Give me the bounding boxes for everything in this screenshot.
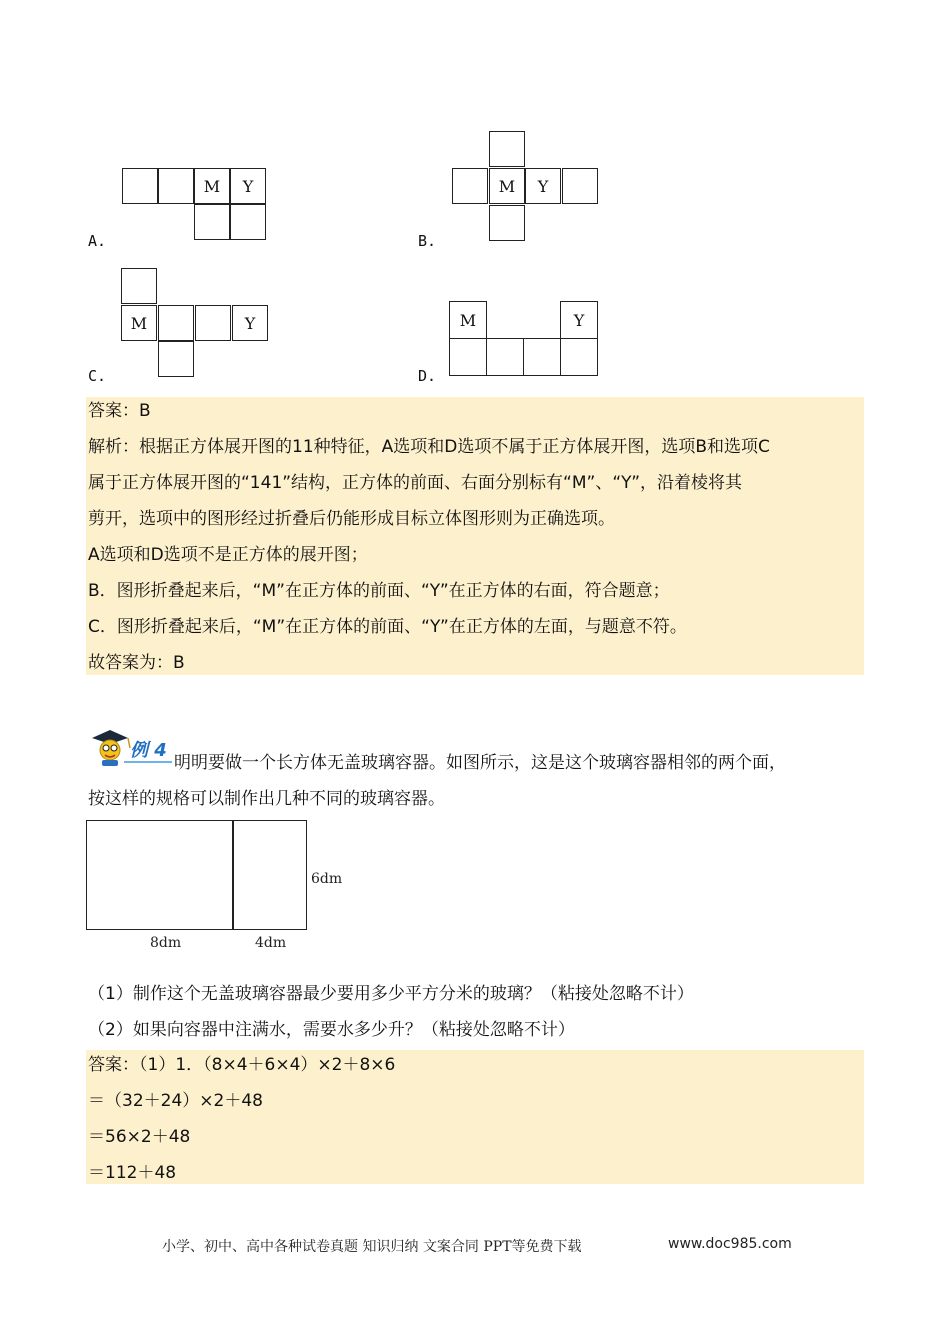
net-cell xyxy=(158,305,194,341)
face-front xyxy=(86,820,234,930)
example-question: 按这样的规格可以制作出几种不同的玻璃容器。 xyxy=(88,789,445,809)
option-d-label: D. xyxy=(418,367,437,385)
height-label: 6dm xyxy=(311,871,343,887)
footer-text: 小学、初中、高中各种试卷真题 知识归纳 文案合同 PPT等免费下载 xyxy=(162,1239,582,1255)
analysis-line: C．图形折叠起来后，“M”在正方体的前面、“Y”在正方体的左面，与题意不符。 xyxy=(88,617,687,637)
conclusion-line: 故答案为：B xyxy=(88,653,185,673)
net-cell xyxy=(489,205,525,241)
example-label: 例 4 xyxy=(130,740,167,761)
net-cell xyxy=(486,338,524,376)
analysis-line: 属于正方体展开图的“141”结构，正方体的前面、右面分别标有“M”、“Y”，沿着棱将其 xyxy=(88,473,743,493)
net-cell xyxy=(449,338,487,376)
option-c-label: C. xyxy=(88,367,107,385)
face-side xyxy=(232,820,307,930)
net-cell-y: Y xyxy=(560,301,598,339)
net-cell xyxy=(158,341,194,377)
net-cell xyxy=(560,338,598,376)
width-label: 4dm xyxy=(255,935,287,951)
net-cell-y: Y xyxy=(525,168,561,204)
analysis-line: B．图形折叠起来后，“M”在正方体的前面、“Y”在正方体的右面，符合题意； xyxy=(88,581,670,601)
net-cell xyxy=(230,204,266,240)
net-cell-m: M xyxy=(194,168,230,204)
example-badge xyxy=(88,726,174,768)
option-a-label: A. xyxy=(88,232,107,250)
footer-url[interactable]: www.doc985.com xyxy=(668,1236,792,1252)
net-cell xyxy=(195,305,231,341)
net-cell xyxy=(122,168,158,204)
net-cell-m: M xyxy=(449,301,487,339)
calculation-line: ＝112＋48 xyxy=(88,1163,177,1183)
net-cell-m: M xyxy=(121,305,157,341)
analysis-line: 剪开，选项中的图形经过折叠后仍能形成目标立体图形则为正确选项。 xyxy=(88,509,615,529)
net-cell xyxy=(562,168,598,204)
net-cell-y: Y xyxy=(232,305,268,341)
option-b-label: B. xyxy=(418,232,437,250)
sub-question-1: （1）制作这个无盖玻璃容器最少要用多少平方分米的玻璃？（粘接处忽略不计） xyxy=(88,984,694,1004)
net-cell xyxy=(121,268,157,304)
answer-line: 答案：B xyxy=(88,401,151,421)
net-cell-m: M xyxy=(489,168,525,204)
sub-question-2: （2）如果向容器中注满水，需要水多少升？（粘接处忽略不计） xyxy=(88,1020,575,1040)
example-question: 明明要做一个长方体无盖玻璃容器。如图所示，这是这个玻璃容器相邻的两个面， xyxy=(174,753,786,773)
net-cell xyxy=(194,204,230,240)
analysis-line: A选项和D选项不是正方体的展开图； xyxy=(88,545,368,565)
length-label: 8dm xyxy=(150,935,182,951)
net-cell xyxy=(158,168,194,204)
answer-line: 答案：（1）1．（8×4＋6×4）×2＋8×6 xyxy=(88,1055,396,1075)
calculation-line: ＝56×2＋48 xyxy=(88,1127,191,1147)
net-cell xyxy=(489,131,525,167)
net-cell xyxy=(452,168,488,204)
net-cell xyxy=(523,338,561,376)
net-cell-y: Y xyxy=(230,168,266,204)
calculation-line: ＝（32＋24）×2＋48 xyxy=(88,1091,263,1111)
analysis-line: 解析：根据正方体展开图的11种特征，A选项和D选项不属于正方体展开图，选项B和选项C xyxy=(88,437,770,457)
